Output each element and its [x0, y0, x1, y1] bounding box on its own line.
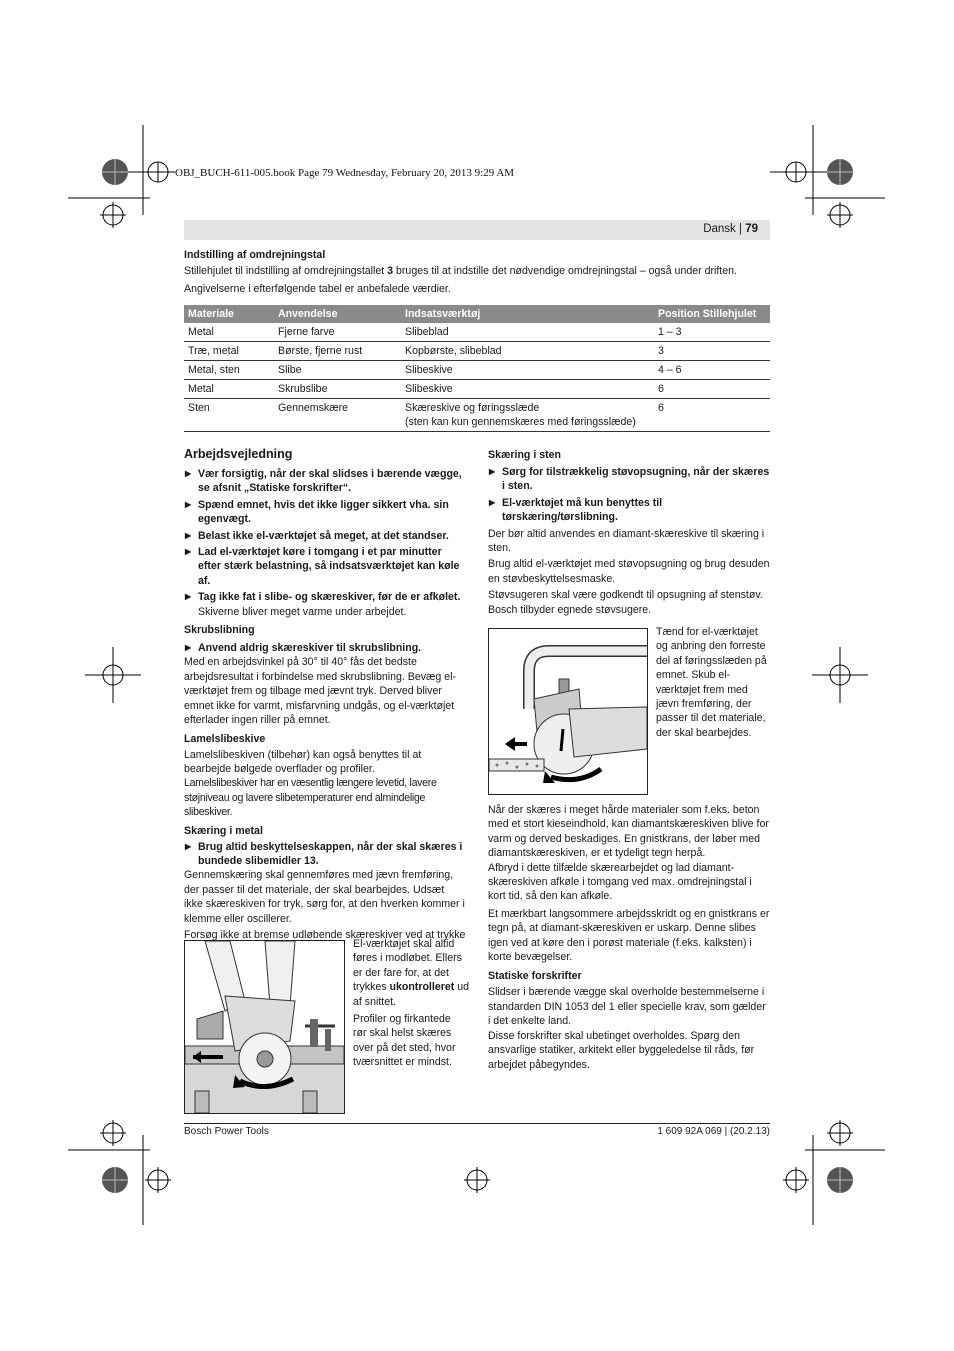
table-row [184, 399, 770, 432]
table-cell-line: Skæreskive og føringsslæde [405, 402, 540, 414]
table-cell-note: (sten kan kun gennemskæres med føringsslæde) [405, 416, 636, 428]
table-cell: Slibeskive [401, 361, 654, 380]
table-cell: Børste, fjerne rust [274, 342, 401, 361]
page-header [703, 223, 758, 235]
paragraph-rough-grinding: Med en arbejdsvinkel på 30° til 40° fås det bedste arbejdsresultat i forbindelse med skrubslibning. Bevæg el-værktøjet frem og tilbage med jævnt tryk. Derved bliver emnet ikke for varmt, misfarvning undgås, og el-værktøjet efterlader ingen riller på emnet. [184, 656, 457, 727]
table-cell: 1 – 3 [654, 323, 770, 342]
subheading-static-rules: Statiske forskrifter [488, 970, 582, 983]
footer-left: Bosch Power Tools [184, 1126, 269, 1137]
table-cell: 4 – 6 [654, 361, 770, 380]
footer-right: 1 609 92A 069 | (20.2.13) [657, 1126, 770, 1137]
speed-table [184, 305, 770, 432]
paragraph-flap-disc-2: Lamelslibeskiver har en væsentlig længere levetid, lavere støjniveau og lavere slibetemperaturer end almindelige slibeskiver. [184, 777, 437, 819]
subheading-metal-cutting: Skæring i metal [184, 824, 263, 837]
right-column-top [488, 448, 770, 617]
section-title-work: Arbejdsvejledning [184, 447, 293, 461]
table-cell: Slibe [274, 361, 401, 380]
speed-paragraph-2: Angivelserne i efterfølgende tabel er anbefalede værdier. [184, 283, 451, 295]
table-cell: Kopbørste, slibeblad [401, 342, 654, 361]
stone-figure-caption: Tænd for el-værktøjet og anbring den forreste del af føringsslæden på emnet. Skub el-værktøjet frem med jævn fremføring, der passer til det materiale, der skal bearbejdes. [656, 626, 767, 739]
paragraph-stone-1: Der bør altid anvendes en diamant-skæreskive til skæring i sten. [488, 527, 765, 555]
subheading-flap-disc: Lamelslibeskive [184, 732, 266, 745]
bullet-item: ▶ Spænd emnet, hvis det ikke ligger sikkert vha. sin egenvægt. [184, 498, 466, 527]
bullet-item: ▶ Belast ikke el-værktøjet så meget, at det standser. [184, 529, 466, 543]
subheading-rough-grinding: Skrubslibning [184, 624, 255, 637]
paragraph-stone-3: Støvsugeren skal være godkendt til opsugning af stenstøv. Bosch tilbyder egnede støvsugere. [488, 589, 763, 616]
speed-paragraph-1 [184, 264, 770, 278]
table-header: Materiale [184, 305, 274, 323]
table-cell: Metal, sten [184, 361, 274, 380]
table-row [184, 323, 770, 342]
table-cell: Slibeskive [401, 380, 654, 399]
left-column [184, 447, 466, 957]
metal-figure-caption-1 [353, 937, 471, 1009]
header-language: Dansk [703, 223, 736, 235]
table-header: Position Stillehjulet [654, 305, 770, 323]
speed-p1-c: bruges til at indstille det nødvendige omdrejningstal – også under driften. [393, 265, 737, 277]
subheading-stone-cutting: Skæring i sten [488, 449, 561, 461]
bullet-item: ▶ Tag ikke fat i slibe- og skæreskiver, før de er afkølet. [184, 590, 466, 604]
table-row [184, 342, 770, 361]
page-number: 79 [745, 223, 758, 235]
paragraph-static-1: Slidser i bærende vægge skal overholde bestemmelserne i standarden DIN 1053 del 1 eller specielle krav, som gælder i det enkelte land. [488, 986, 766, 1028]
paragraph-flap-disc-1: Lamelslibeskiven (tilbehør) kan også benyttes til at bearbejde bølgede overflader og profiler. [184, 748, 422, 775]
table-cell: Slibeblad [401, 323, 654, 342]
table-cell: Metal [184, 380, 274, 399]
header-separator: | [735, 223, 746, 235]
paragraph-interrupt: Afbryd i dette tilfælde skærearbejdet og lad diamant-skæreskiven afkøle i tomgang ved max. omdrejningstal i kort tid, så den kan afkøle. [488, 861, 752, 903]
table-cell: 3 [654, 342, 770, 361]
table-cell: Metal [184, 323, 274, 342]
paragraph-metal-2: Forsøg ikke at bremse udløbende skæreskiver ved at trykke [184, 928, 466, 941]
table-header: Anvendelse [274, 305, 401, 323]
page-header-bar [184, 220, 770, 240]
table-cell: Skrubslibe [274, 380, 401, 399]
table-header: Indsatsværktøj [401, 305, 654, 323]
bullet-guard-c: . [315, 854, 319, 867]
table-cell: Træ, metal [184, 342, 274, 361]
caption-1-c: ud af snittet. [353, 981, 469, 1008]
metal-cutting-illustration [184, 940, 345, 1114]
paragraph-blunt-disc: Et mærkbart langsommere arbejdsskridt og en gnistkrans er tegn på, at diamant-skæreskiven er uskarp. Denne slibes igen ved at køre den i porøst materiale (f.eks. kalksten) i korte bevægelser. [488, 907, 770, 964]
bullet-note: Skiverne bliver meget varme under arbejdet. [198, 605, 407, 618]
caption-1-a: El-værktøjet skal altid føres i modløbet. Ellers er der fare for, at det trykkes [353, 938, 462, 994]
table-header-row [184, 305, 770, 323]
table-cell: 6 [654, 380, 770, 399]
bullet-item: ▶ Sørg for tilstrækkelig støvopsugning, når der skæres i sten. [488, 465, 770, 494]
speed-p1-a: Stillehjulet til indstilling af omdrejningstallet [184, 265, 388, 277]
paragraph-stone-2: Brug altid el-værktøjet med støvopsugning og brug desuden en støvbeskyttelsesmaske. [488, 558, 770, 585]
bullet-item: ▶ Lad el-værktøjet køre i tomgang i et par minutter efter stærk belastning, så indsatsværktøjet kan køle af. [184, 545, 466, 588]
metal-figure-caption-2: Profiler og firkantede rør skal helst skæres over på det sted, hvor tværsnittet er mindst. [353, 1013, 456, 1069]
table-cell [401, 399, 654, 432]
stone-cutting-illustration [488, 628, 648, 795]
paragraph-hard-materials: Når der skæres i meget hårde materialer som f.eks. beton med et stort kieseindhold, kan diamantskæreskiven blive for varm og derved beskadiges. En gnistkrans, der løber med diamantskæreskiven, er et tydeligt tegn herpå. [488, 804, 769, 860]
table-cell: 6 [654, 399, 770, 432]
section-heading-speed: Indstilling af omdrejningstal [184, 249, 326, 261]
bullet-item-guard [184, 840, 466, 869]
table-cell: Sten [184, 399, 274, 432]
bullet-item: ▶ Vær forsigtig, når der skal slidses i bærende vægge, se afsnit „Statiske forskrifter“. [184, 467, 466, 496]
bullet-guard-b: 13 [303, 854, 316, 867]
table-cell: Gennemskære [274, 399, 401, 432]
speed-p1-b: 3 [387, 265, 394, 277]
paragraph-metal-1: Gennemskæring skal gennemføres med jævn fremføring, der passer til det materiale, der skal bearbejdes. Udsæt ikke skæreskiven for tryk, sørg for, at den hverken kommer i klemme eller oscillerer. [184, 869, 465, 925]
book-info-line: OBJ_BUCH-611-005.book Page 79 Wednesday, February 20, 2013 9:29 AM [175, 167, 515, 179]
table-cell: Fjerne farve [274, 323, 401, 342]
bullet-item: ▶ El-værktøjet må kun benyttes til tørskæring/tørslibning. [488, 496, 770, 525]
caption-1-b: ukontrolleret [389, 981, 455, 994]
footer-rule [184, 1123, 770, 1124]
table-row [184, 361, 770, 380]
paragraph-static-2: Disse forskrifter skal ubetinget overholdes. Spørg den ansvarlige statiker, arkitekt eller byggeledelse til råds, før arbejdet påbegyndes. [488, 1029, 755, 1071]
table-row [184, 380, 770, 399]
bullet-guard-a: Brug altid beskyttelseskappen, når der skal skæres i bundede slibemidler [198, 840, 463, 867]
bullet-item: ▶ Anvend aldrig skæreskiver til skrubslibning. [184, 641, 466, 655]
right-column-bottom [488, 803, 770, 1072]
